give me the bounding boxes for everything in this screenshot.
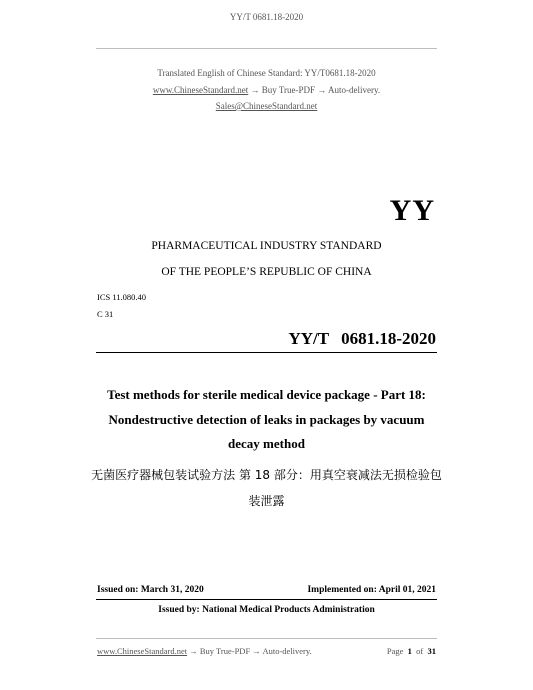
- running-header-code: YY/T 0681.18-2020: [229, 12, 304, 22]
- ccs-code: C 31: [97, 309, 114, 319]
- chinese-title-line2: 装泄露: [248, 494, 285, 508]
- title-line2: Nondestructive detection of leaks in packages by vacuum: [108, 412, 425, 427]
- yy-logo: YY: [389, 194, 435, 227]
- standard-type-line2: OF THE PEOPLE’S REPUBLIC OF CHINA: [161, 266, 372, 278]
- header-divider: [96, 48, 437, 49]
- sales-email-link[interactable]: Sales@ChineseStandard.net: [215, 101, 318, 111]
- footer-site-link[interactable]: www.ChineseStandard.net: [97, 646, 188, 656]
- title-line1: Test methods for sterile medical device package - Part 18:: [107, 387, 426, 402]
- page-indicator: [387, 646, 436, 656]
- sales-line: [0, 101, 533, 111]
- chinese-title-line1: 无菌医疗器械包装试验方法 第 18 部分：用真空衰减法无损检验包: [91, 468, 442, 482]
- issued-rule: [96, 599, 437, 600]
- issuing-authority: Issued by: National Medical Products Administration: [158, 605, 375, 615]
- page-of-label: of: [416, 646, 424, 656]
- page-number: 1: [407, 646, 412, 656]
- site-link[interactable]: www.ChineseStandard.net: [152, 85, 249, 95]
- footer-buy-text: → Buy True-PDF → Auto-delivery.: [187, 646, 312, 656]
- title-line3: decay method: [228, 436, 305, 451]
- standard-number-value: 0681.18-2020: [341, 329, 436, 348]
- buy-text: → Buy True-PDF → Auto-delivery.: [248, 85, 381, 95]
- footer-buy-line: [97, 646, 312, 656]
- page-total: 31: [427, 646, 436, 656]
- title-rule: [96, 352, 437, 353]
- issued-date: Issued on: March 31, 2020: [97, 585, 204, 595]
- translation-notice: Translated English of Chinese Standard: YY/T0681.18-2020: [157, 68, 376, 78]
- standard-number-prefix: YY/T: [288, 329, 330, 348]
- footer-divider: [96, 638, 437, 639]
- standard-number: [288, 329, 436, 349]
- ics-code: ICS 11.080.40: [97, 292, 147, 302]
- page-label: Page: [386, 646, 404, 656]
- standard-type-line1: PHARMACEUTICAL INDUSTRY STANDARD: [151, 240, 382, 252]
- implemented-date: Implemented on: April 01, 2021: [307, 585, 436, 595]
- buy-line: [0, 85, 533, 95]
